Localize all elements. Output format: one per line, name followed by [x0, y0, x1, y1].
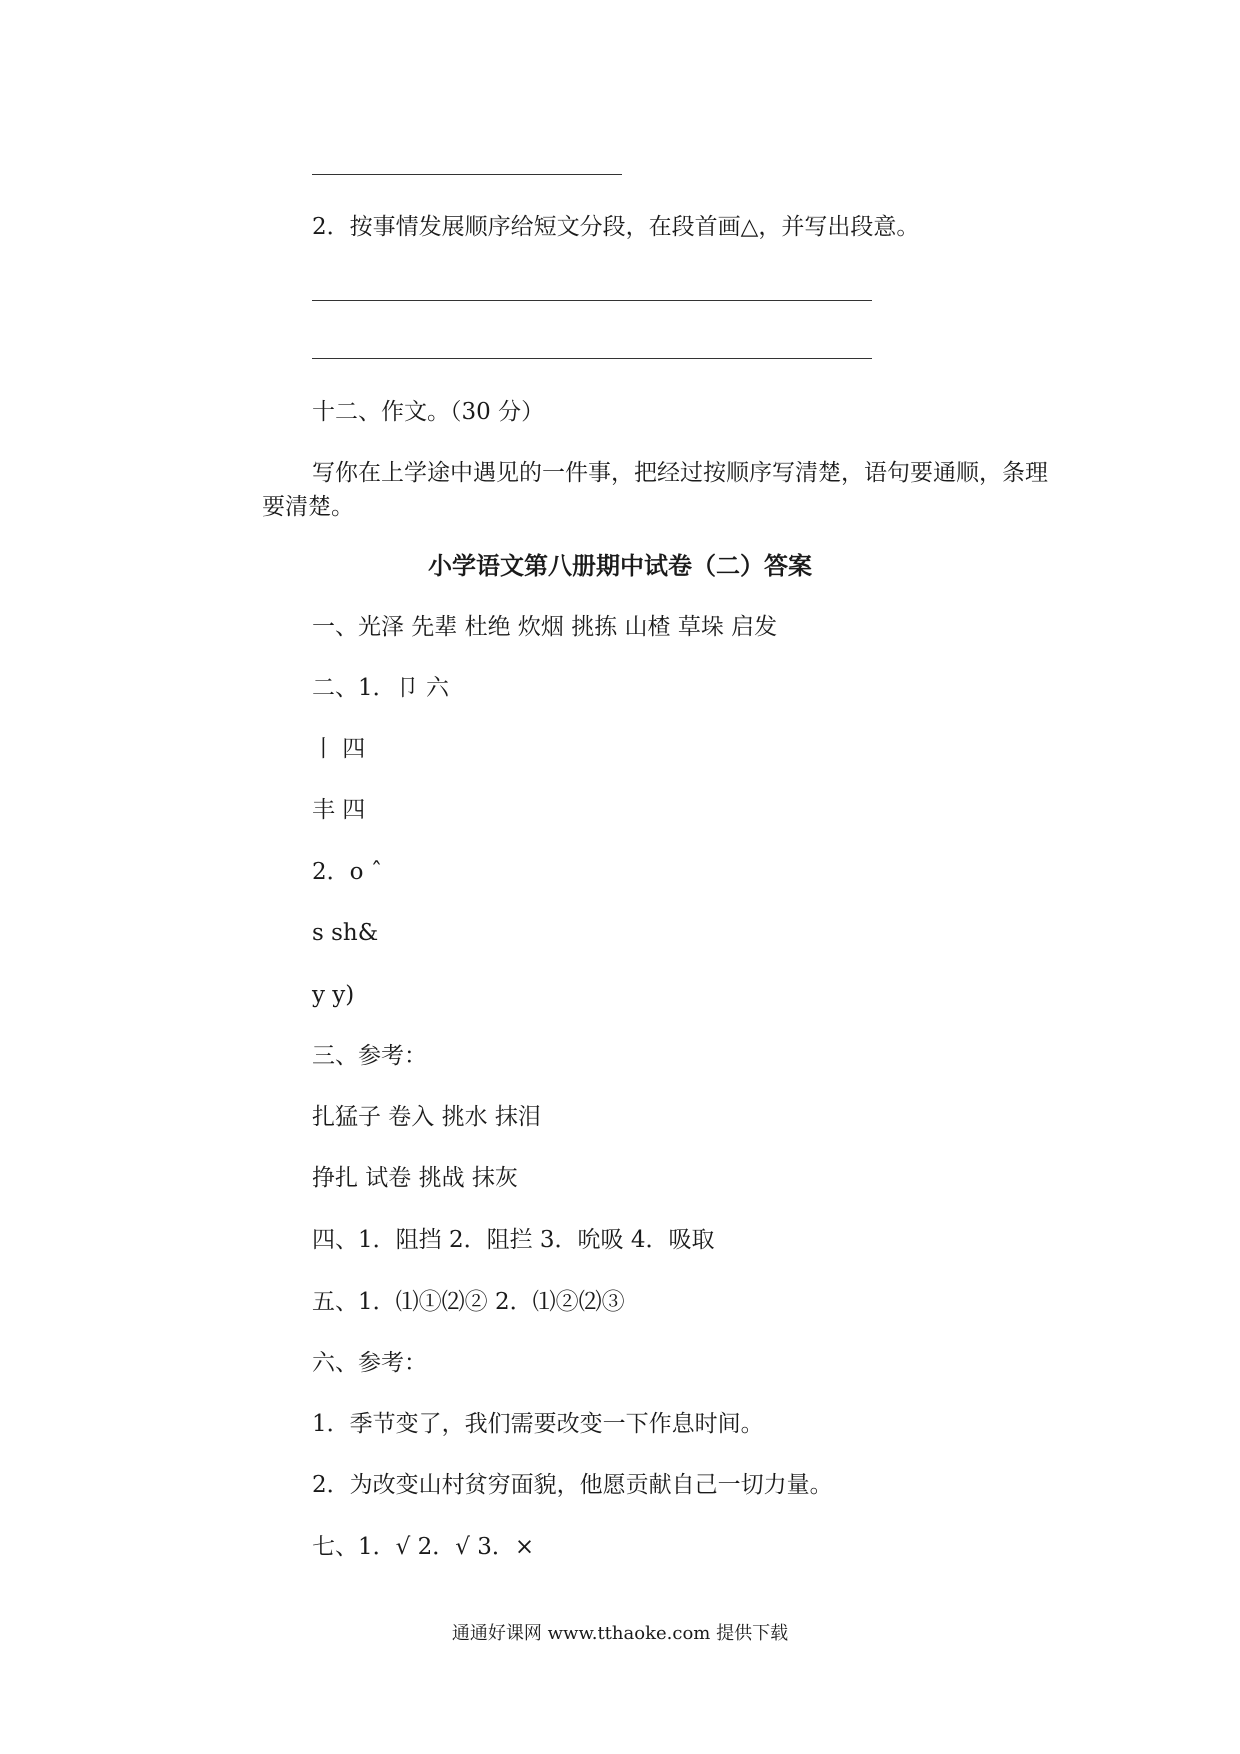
- question-2: 2．按事情发展顺序给短文分段，在段首画△，并写出段意。: [312, 214, 920, 240]
- answer-line: s sh&: [312, 920, 379, 946]
- question-12-prompt: 写你在上学途中遇见的一件事，把经过按顺序写清楚，语句要通顺，条理要清楚。: [262, 460, 1048, 520]
- answer-blank-line: [312, 358, 872, 359]
- answer-blank-line: [312, 174, 622, 175]
- answer-line: 四、1．阻挡 2．阻拦 3．吮吸 4．吸取: [312, 1227, 715, 1253]
- answer-line: 1．季节变了，我们需要改变一下作息时间。: [312, 1411, 764, 1437]
- answer-line: 六、参考：: [312, 1350, 427, 1376]
- question-12-title: 十二、作文。（30 分）: [312, 399, 545, 425]
- answer-blank-line: [312, 300, 872, 301]
- answer-line: 一、光泽 先辈 杜绝 炊烟 挑拣 山楂 草垛 启发: [312, 614, 778, 640]
- answer-line: 二、1．卩 六: [312, 675, 449, 701]
- answer-line: 2．o ˆ: [312, 859, 383, 885]
- page-footer: 通通好课网 www.tthaoke.com 提供下载: [451, 1623, 789, 1644]
- answer-line: 丨 四: [312, 736, 366, 762]
- answers-title: 小学语文第八册期中试卷（二）答案: [428, 551, 812, 580]
- answer-line: 七、1．√ 2．√ 3．×: [312, 1534, 535, 1560]
- answer-line: 五、1．⑴①⑵② 2．⑴②⑵③: [312, 1289, 625, 1315]
- answer-line: 2．为改变山村贫穷面貌，他愿贡献自己一切力量。: [312, 1472, 833, 1498]
- answer-line: 扎猛子 卷入 挑水 抹泪: [312, 1104, 541, 1130]
- answer-line: 挣扎 试卷 挑战 抹灰: [312, 1165, 518, 1191]
- answer-line: y y): [312, 982, 355, 1008]
- answer-line: 三、参考：: [312, 1043, 427, 1069]
- answer-line: 丰 四: [312, 797, 366, 823]
